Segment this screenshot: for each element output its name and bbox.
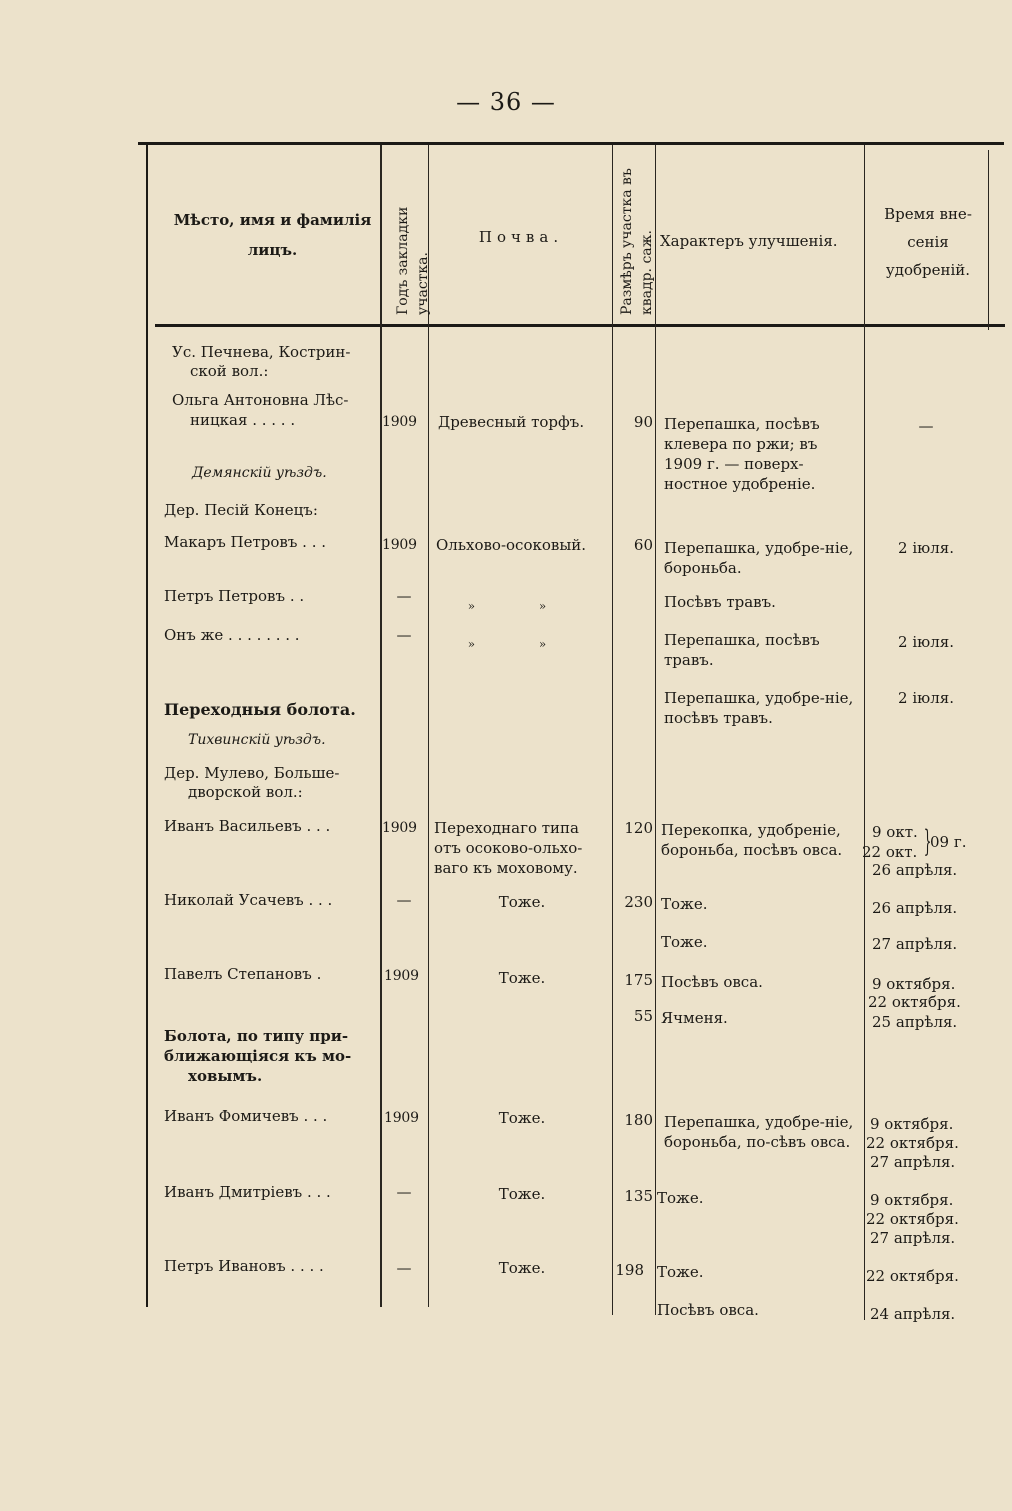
table-row-time: 22 октября.	[866, 1134, 959, 1152]
table-row-soil: Тоже.	[498, 893, 546, 911]
table-row-year: —	[396, 626, 412, 644]
table-row-size: 120	[624, 819, 653, 837]
section-heading: Переходныя болота.	[164, 700, 356, 719]
table-row-improvement: Посѣвъ овса.	[661, 973, 763, 991]
table-row-place: Дер. Мулево, Больше-	[164, 764, 340, 782]
table-row-improvement: Перепашка, удобре-ніе, бороньба, по-сѣвъ овса.	[664, 1113, 854, 1151]
table-row-size: 135	[624, 1187, 653, 1205]
table-row-size: 180	[624, 1111, 653, 1129]
table-row-soil: Тоже.	[498, 969, 546, 987]
table-row-place: ницкая . . . . .	[190, 411, 296, 429]
col-divider-improvement	[864, 145, 865, 1320]
table-row-soil: » »	[467, 637, 577, 651]
table-row-time: 22 октября.	[866, 1267, 959, 1285]
table-row-year: 1909	[384, 1110, 419, 1126]
table-row-size: 230	[624, 893, 653, 911]
table-row-time: 22 октября.	[866, 1210, 959, 1228]
table-row-time: 27 апрѣля.	[870, 1229, 956, 1247]
table-row-size: 198	[615, 1261, 644, 1279]
table-row-place: дворской вол.:	[188, 783, 303, 801]
header-soil: Почва.	[478, 228, 564, 246]
table-row-place: Макаръ Петровъ . . .	[164, 533, 327, 551]
table-row-place: Ольга Антоновна Лѣс-	[172, 391, 349, 409]
table-row-improvement: Ячменя.	[661, 1009, 728, 1027]
header-year: Годъ закладки участка.	[395, 206, 431, 315]
table-row-time: 9 октября.	[870, 1191, 954, 1209]
table-row-place: Иванъ Дмитріевъ . . .	[164, 1183, 331, 1201]
section-heading: ближающіяся къ мо-	[164, 1047, 352, 1065]
table-row-soil: Переходнаго типа отъ осоково-ольхо-ваго къ моховому.	[434, 819, 583, 877]
table-row-soil: Древесный торфъ.	[438, 413, 585, 431]
table-row-improvement: Перепашка, посѣвъ клевера по ржи; въ 1909 г. — поверх-ностное удобреніе.	[664, 415, 820, 493]
table-row-place: Петръ Петровъ . .	[164, 587, 305, 605]
table-row-year: —	[396, 1259, 412, 1277]
col-divider-soil	[612, 145, 613, 1315]
table-row-soil: Тоже.	[498, 1109, 546, 1127]
table-row-place: Ус. Печнева, Кострин-	[172, 343, 351, 361]
table-row-year: —	[396, 587, 412, 605]
header-bottom-rule	[155, 324, 1005, 327]
table-row-year: 1909	[382, 414, 417, 430]
table-row-time: 9 окт.	[872, 823, 918, 841]
table-row-time: 9 октября.	[870, 1115, 954, 1133]
table-row-time: 09 г.	[930, 833, 967, 851]
table-row-soil: Ольхово-осоковый.	[436, 536, 587, 554]
table-row-time: —	[918, 417, 934, 435]
table-row-time: 26 апрѣля.	[872, 899, 958, 917]
table-row-size: 90	[633, 413, 653, 431]
table-left-border	[146, 145, 148, 1307]
table-row-year: 1909	[384, 968, 419, 984]
page-number: — 36 —	[456, 88, 556, 116]
header-size: Размѣръ участка въ квадр. саж.	[619, 168, 655, 315]
table-row-place: Павелъ Степановъ .	[164, 965, 322, 983]
col-divider-place	[380, 145, 382, 1307]
table-top-rule	[138, 142, 1004, 145]
table-row-size: 60	[633, 536, 653, 554]
table-row-place: Петръ Ивановъ . . . .	[164, 1257, 324, 1275]
table-row-year: —	[396, 891, 412, 909]
table-row-place: Дер. Песій Конецъ:	[164, 501, 318, 519]
table-row-time: 26 апрѣля.	[872, 861, 958, 879]
table-row-place: Иванъ Васильевъ . . .	[164, 817, 331, 835]
table-row-improvement: Перепашка, удобре-ніе, посѣвъ травъ.	[664, 689, 854, 727]
header-place: Мѣсто, имя и фамилія лицъ.	[173, 211, 372, 259]
table-row-improvement: Тоже.	[661, 895, 708, 913]
table-row-place: Онъ же . . . . . . . .	[164, 626, 300, 644]
table-row-soil: Тоже.	[498, 1185, 546, 1203]
header-time: Время вне-сенія удобреній.	[884, 205, 972, 279]
table-row-year: 1909	[382, 820, 417, 836]
table-row-size: 175	[624, 971, 653, 989]
table-row-time: 27 апрѣля.	[870, 1153, 956, 1171]
table-row-time: 24 апрѣля.	[870, 1305, 956, 1323]
table-row-time: 2 іюля.	[898, 539, 954, 557]
table-row-time: 22 октября.	[868, 993, 961, 1011]
table-row-improvement: Тоже.	[657, 1263, 704, 1281]
table-row-soil: Тоже.	[498, 1259, 546, 1277]
brace-mark: }	[923, 824, 932, 859]
table-row-improvement: Посѣвъ овса.	[657, 1301, 759, 1319]
table-row-size: 55	[633, 1007, 653, 1025]
table-row-improvement: Тоже.	[661, 933, 708, 951]
header-improvement: Характеръ улучшенія.	[660, 232, 838, 250]
table-row-time: 22 окт.	[862, 843, 918, 861]
table-row-place: Иванъ Фомичевъ . . .	[164, 1107, 328, 1125]
table-row-improvement: Тоже.	[657, 1189, 704, 1207]
table-row-time: 25 апрѣля.	[872, 1013, 958, 1031]
table-row-place: Николай Усачевъ . . .	[164, 891, 333, 909]
table-row-time: 9 октября.	[872, 975, 956, 993]
table-row-time: 2 іюля.	[898, 633, 954, 651]
district-heading: Демянскій уѣздъ.	[192, 465, 327, 481]
table-row-soil: » »	[467, 599, 577, 613]
table-row-year: —	[396, 1183, 412, 1201]
table-row-time: 2 іюля.	[898, 689, 954, 707]
table-row-improvement: Перепашка, удобре-ніе, бороньба.	[664, 539, 854, 577]
table-row-place: ской вол.:	[190, 362, 269, 380]
table-row-improvement: Перепашка, посѣвъ травъ.	[664, 631, 820, 669]
table-row-improvement: Посѣвъ травъ.	[664, 593, 776, 611]
section-heading: Болота, по типу при-	[164, 1027, 349, 1045]
col-divider-year	[428, 145, 429, 1307]
table-row-year: 1909	[382, 537, 417, 553]
section-heading: ховымъ.	[188, 1067, 263, 1085]
col-divider-size	[655, 145, 656, 1315]
table-row-improvement: Перекопка, удобреніе, бороньба, посѣвъ овса.	[661, 821, 843, 859]
table-row-time: 27 апрѣля.	[872, 935, 958, 953]
district-heading: Тихвинскій уѣздъ.	[188, 732, 326, 748]
col-divider-right	[988, 150, 989, 330]
